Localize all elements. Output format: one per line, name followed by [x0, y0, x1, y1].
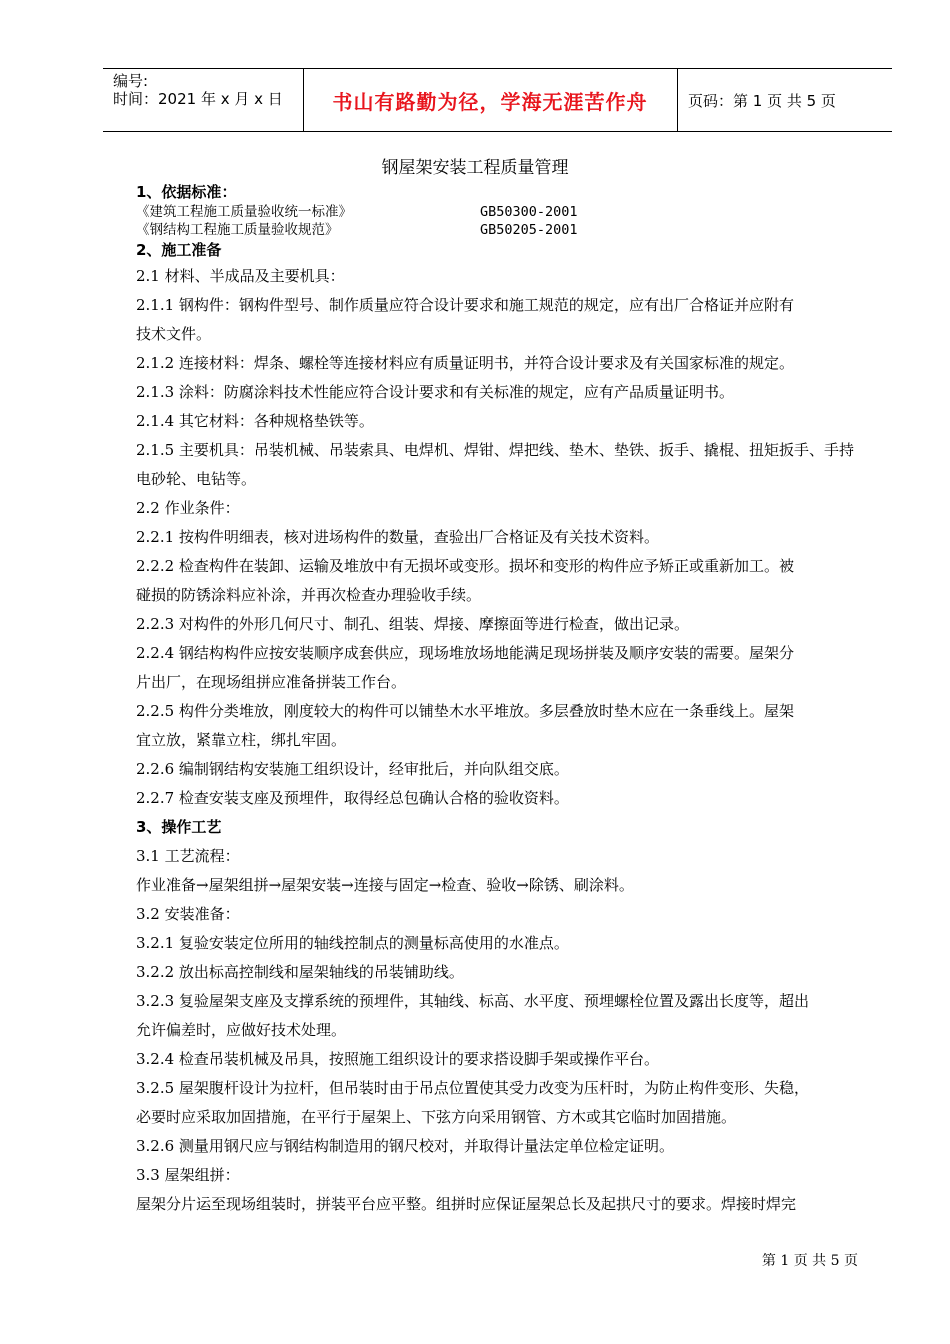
paragraph-line: 作业准备→屋架组拼→屋架安装→连接与固定→检查、验收→除锈、刷涂料。 — [136, 876, 634, 894]
paragraph-line: 技术文件。 — [136, 325, 212, 343]
paragraph-line: 3.2.5 屋架腹杆设计为拉杆，但吊装时由于吊点位置使其受力改变为压杆时，为防止构件变形、失稳， — [136, 1079, 809, 1097]
paragraph-line: 片出厂，在现场组拼应准备拼装工作台。 — [136, 673, 407, 691]
standard-item — [136, 203, 864, 221]
standard-item — [136, 221, 864, 239]
paragraph-line: 2.1 材料、半成品及主要机具： — [136, 267, 345, 285]
paragraph-line: 2.2.3 对构件的外形几何尺寸、制孔、组装、焊接、摩擦面等进行检查，做出记录。 — [136, 615, 689, 633]
paragraph-line: 2.2.1 按构件明细表，核对进场构件的数量，查验出厂合格证及有关技术资料。 — [136, 528, 659, 546]
section-heading-process: 3、操作工艺 — [136, 818, 222, 836]
paragraph-line: 2.2.7 检查安装支座及预埋件，取得经总包确认合格的验收资料。 — [136, 789, 569, 807]
page-footer: 第 1 页 共 5 页 — [761, 1253, 858, 1269]
paragraph-line: 2.1.1 钢构件：钢构件型号、制作质量应符合设计要求和施工规范的规定，应有出厂合格证并应附有 — [136, 296, 794, 314]
standards-list — [136, 203, 864, 239]
header-page-number: 页码：第 1 页 共 5 页 — [688, 92, 836, 110]
paragraph-line: 2.2.4 钢结构构件应按安装顺序成套供应，现场堆放场地能满足现场拼装及顺序安装的需要。屋架分 — [136, 644, 794, 662]
paragraph-line: 3.2.3 复验屋架支座及支撑系统的预埋件，其轴线、标高、水平度、预埋螺栓位置及露出长度等，超出 — [136, 992, 809, 1010]
header-motto: 书山有路勤为径，学海无涯苦作舟 — [332, 90, 648, 114]
paragraph-line: 允许偏差时，应做好技术处理。 — [136, 1021, 347, 1039]
standard-code: GB50205-2001 — [480, 222, 578, 238]
paragraph-line: 2.2 作业条件： — [136, 499, 240, 517]
paragraph-line: 2.2.6 编制钢结构安装施工组织设计，经审批后，并向队组交底。 — [136, 760, 569, 778]
document-number-label: 编号: — [113, 72, 149, 90]
paragraph-line: 2.2.5 构件分类堆放，刚度较大的构件可以铺垫木水平堆放。多层叠放时垫木应在一条垂线上。屋架 — [136, 702, 794, 720]
paragraph-line: 3.2 安装准备： — [136, 905, 240, 923]
standard-name: 《钢结构工程施工质量验收规范》 — [136, 222, 339, 238]
section-preparation-body — [136, 262, 864, 813]
section-heading-preparation: 2、施工准备 — [136, 241, 222, 259]
page-header — [103, 68, 892, 132]
header-info-cell — [103, 69, 304, 131]
section-heading-standards: 1、依据标准： — [136, 183, 237, 201]
header-page-cell — [678, 69, 892, 131]
paragraph-line: 屋架分片运至现场组装时，拼装平台应平整。组拼时应保证屋架总长及起拱尺寸的要求。焊接时焊完 — [136, 1195, 797, 1213]
paragraph-line: 碰损的防锈涂料应补涂，并再次检查办理验收手续。 — [136, 586, 482, 604]
document-date-label: 时间：2021 年 x 月 x 日 — [113, 90, 283, 108]
paragraph-line: 2.2.2 检查构件在装卸、运输及堆放中有无损坏或变形。损坏和变形的构件应予矫正或重新加工。被 — [136, 557, 794, 575]
paragraph-line: 3.2.1 复验安装定位所用的轴线控制点的测量标高使用的水准点。 — [136, 934, 569, 952]
document-body — [136, 181, 864, 1219]
document-title: 钢屋架安装工程质量管理 — [381, 158, 569, 178]
section-process-body — [136, 842, 864, 1219]
paragraph-line: 3.2.2 放出标高控制线和屋架轴线的吊装铺助线。 — [136, 963, 464, 981]
paragraph-line: 宜立放，紧靠立柱，绑扎牢固。 — [136, 731, 347, 749]
paragraph-line: 2.1.3 涂料：防腐涂料技术性能应符合设计要求和有关标准的规定，应有产品质量证明书。 — [136, 383, 734, 401]
paragraph-line: 电砂轮、电钻等。 — [136, 470, 257, 488]
paragraph-line: 3.2.4 检查吊装机械及吊具，按照施工组织设计的要求搭设脚手架或操作平台。 — [136, 1050, 659, 1068]
header-motto-cell — [303, 69, 678, 131]
paragraph-line: 3.2.6 测量用钢尺应与钢结构制造用的钢尺校对，并取得计量法定单位检定证明。 — [136, 1137, 674, 1155]
paragraph-line: 2.1.5 主要机具：吊装机械、吊装索具、电焊机、焊钳、焊把线、垫木、垫铁、扳手、撬棍、扭矩扳手、手持 — [136, 441, 854, 459]
standard-name: 《建筑工程施工质量验收统一标准》 — [136, 204, 352, 220]
paragraph-line: 必要时应采取加固措施，在平行于屋架上、下弦方向采用钢管、方木或其它临时加固措施。 — [136, 1108, 737, 1126]
standard-code: GB50300-2001 — [480, 204, 578, 220]
paragraph-line: 2.1.4 其它材料：各种规格垫铁等。 — [136, 412, 374, 430]
paragraph-line: 3.3 屋架组拼： — [136, 1166, 240, 1184]
paragraph-line: 3.1 工艺流程： — [136, 847, 240, 865]
paragraph-line: 2.1.2 连接材料：焊条、螺栓等连接材料应有质量证明书，并符合设计要求及有关国家标准的规定。 — [136, 354, 794, 372]
